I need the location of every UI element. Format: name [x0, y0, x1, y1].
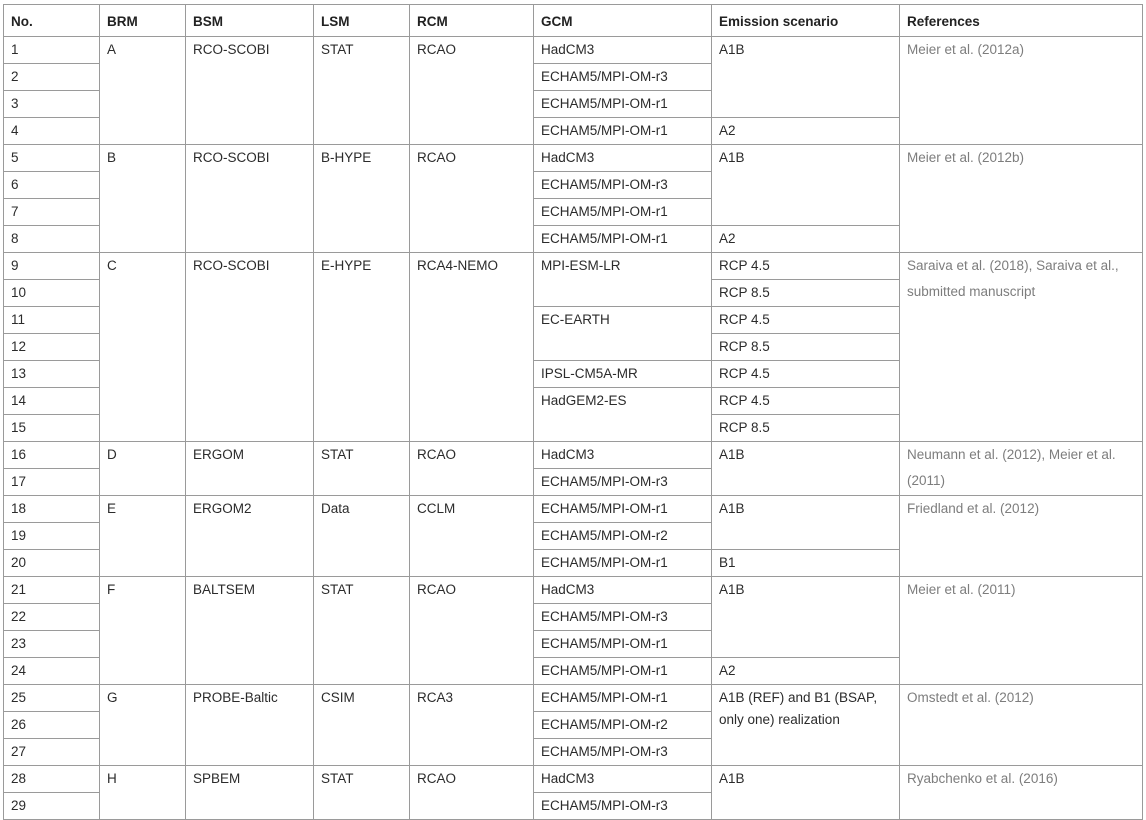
- cell-gcm: ECHAM5/MPI-OM-r3: [534, 604, 712, 631]
- header-row: [4, 5, 1143, 37]
- table-row: [4, 685, 1143, 712]
- model-table: [3, 4, 1143, 820]
- cell-no: 8: [4, 226, 100, 253]
- table-row: [4, 577, 1143, 604]
- cell-emission: A1B: [712, 766, 900, 820]
- cell-rcm: RCA3: [410, 685, 534, 766]
- cell-gcm: ECHAM5/MPI-OM-r3: [534, 469, 712, 496]
- cell-no: 16: [4, 442, 100, 469]
- cell-gcm: HadCM3: [534, 577, 712, 604]
- cell-lsm: STAT: [314, 442, 410, 496]
- cell-gcm: ECHAM5/MPI-OM-r1: [534, 199, 712, 226]
- cell-emission: A2: [712, 658, 900, 685]
- cell-no: 28: [4, 766, 100, 793]
- cell-brm: D: [100, 442, 186, 496]
- cell-rcm: RCAO: [410, 145, 534, 253]
- header-no: No.: [4, 5, 100, 37]
- cell-no: 22: [4, 604, 100, 631]
- table-row: [4, 496, 1143, 523]
- cell-emission: A1B: [712, 577, 900, 658]
- cell-lsm: STAT: [314, 577, 410, 685]
- cell-emission: RCP 4.5: [712, 361, 900, 388]
- cell-emission: RCP 8.5: [712, 415, 900, 442]
- cell-brm: B: [100, 145, 186, 253]
- cell-bsm: RCO-SCOBI: [186, 145, 314, 253]
- cell-gcm: ECHAM5/MPI-OM-r3: [534, 64, 712, 91]
- table-body: [4, 37, 1143, 820]
- cell-no: 24: [4, 658, 100, 685]
- cell-bsm: ERGOM: [186, 442, 314, 496]
- cell-references: Meier et al. (2011): [900, 577, 1143, 685]
- cell-gcm: EC-EARTH: [534, 307, 712, 361]
- table-header: [4, 5, 1143, 37]
- table-row: [4, 253, 1143, 280]
- table-row: [4, 37, 1143, 64]
- cell-gcm: ECHAM5/MPI-OM-r1: [534, 550, 712, 577]
- cell-gcm: ECHAM5/MPI-OM-r1: [534, 685, 712, 712]
- header-references: References: [900, 5, 1143, 37]
- cell-brm: G: [100, 685, 186, 766]
- cell-gcm: IPSL-CM5A-MR: [534, 361, 712, 388]
- cell-bsm: SPBEM: [186, 766, 314, 820]
- cell-no: 9: [4, 253, 100, 280]
- cell-rcm: RCA4-NEMO: [410, 253, 534, 442]
- cell-emission: A2: [712, 226, 900, 253]
- header-bsm: BSM: [186, 5, 314, 37]
- cell-no: 26: [4, 712, 100, 739]
- header-rcm: RCM: [410, 5, 534, 37]
- table-row: [4, 442, 1143, 469]
- cell-no: 23: [4, 631, 100, 658]
- cell-rcm: CCLM: [410, 496, 534, 577]
- cell-gcm: ECHAM5/MPI-OM-r1: [534, 226, 712, 253]
- cell-no: 10: [4, 280, 100, 307]
- cell-no: 5: [4, 145, 100, 172]
- cell-lsm: E-HYPE: [314, 253, 410, 442]
- cell-no: 25: [4, 685, 100, 712]
- cell-emission: A1B: [712, 442, 900, 496]
- cell-no: 14: [4, 388, 100, 415]
- cell-bsm: RCO-SCOBI: [186, 253, 314, 442]
- cell-brm: F: [100, 577, 186, 685]
- table-row: [4, 145, 1143, 172]
- cell-rcm: RCAO: [410, 442, 534, 496]
- cell-references: Ryabchenko et al. (2016): [900, 766, 1143, 820]
- cell-references: Meier et al. (2012a): [900, 37, 1143, 145]
- cell-gcm: HadCM3: [534, 37, 712, 64]
- cell-gcm: ECHAM5/MPI-OM-r2: [534, 523, 712, 550]
- cell-bsm: ERGOM2: [186, 496, 314, 577]
- cell-no: 12: [4, 334, 100, 361]
- cell-references: Friedland et al. (2012): [900, 496, 1143, 577]
- cell-references: Meier et al. (2012b): [900, 145, 1143, 253]
- cell-no: 19: [4, 523, 100, 550]
- cell-no: 3: [4, 91, 100, 118]
- cell-emission: A1B (REF) and B1 (BSAP, only one) realization: [712, 685, 900, 766]
- cell-rcm: RCAO: [410, 37, 534, 145]
- cell-lsm: B-HYPE: [314, 145, 410, 253]
- cell-no: 7: [4, 199, 100, 226]
- cell-gcm: HadGEM2-ES: [534, 388, 712, 442]
- cell-bsm: RCO-SCOBI: [186, 37, 314, 145]
- cell-no: 17: [4, 469, 100, 496]
- cell-brm: E: [100, 496, 186, 577]
- cell-gcm: ECHAM5/MPI-OM-r1: [534, 631, 712, 658]
- cell-brm: C: [100, 253, 186, 442]
- cell-no: 4: [4, 118, 100, 145]
- cell-emission: RCP 4.5: [712, 307, 900, 334]
- cell-emission: RCP 8.5: [712, 334, 900, 361]
- cell-lsm: Data: [314, 496, 410, 577]
- cell-no: 29: [4, 793, 100, 820]
- cell-gcm: ECHAM5/MPI-OM-r3: [534, 739, 712, 766]
- cell-no: 6: [4, 172, 100, 199]
- cell-brm: A: [100, 37, 186, 145]
- cell-bsm: BALTSEM: [186, 577, 314, 685]
- cell-no: 13: [4, 361, 100, 388]
- cell-emission: RCP 8.5: [712, 280, 900, 307]
- cell-no: 1: [4, 37, 100, 64]
- cell-references: Saraiva et al. (2018), Saraiva et al., submitted manuscript: [900, 253, 1143, 442]
- cell-references: Neumann et al. (2012), Meier et al. (2011): [900, 442, 1143, 496]
- cell-gcm: MPI-ESM-LR: [534, 253, 712, 307]
- header-lsm: LSM: [314, 5, 410, 37]
- cell-emission: RCP 4.5: [712, 388, 900, 415]
- cell-emission: A2: [712, 118, 900, 145]
- header-brm: BRM: [100, 5, 186, 37]
- cell-rcm: RCAO: [410, 766, 534, 820]
- cell-gcm: ECHAM5/MPI-OM-r3: [534, 172, 712, 199]
- cell-gcm: ECHAM5/MPI-OM-r1: [534, 496, 712, 523]
- cell-no: 2: [4, 64, 100, 91]
- cell-no: 11: [4, 307, 100, 334]
- cell-gcm: ECHAM5/MPI-OM-r1: [534, 658, 712, 685]
- cell-emission: A1B: [712, 37, 900, 118]
- cell-gcm: ECHAM5/MPI-OM-r1: [534, 91, 712, 118]
- table-row: [4, 766, 1143, 793]
- header-gcm: GCM: [534, 5, 712, 37]
- header-emission-scenario: Emission scenario: [712, 5, 900, 37]
- cell-gcm: HadCM3: [534, 766, 712, 793]
- cell-rcm: RCAO: [410, 577, 534, 685]
- cell-emission: B1: [712, 550, 900, 577]
- cell-references: Omstedt et al. (2012): [900, 685, 1143, 766]
- cell-emission: A1B: [712, 145, 900, 226]
- cell-no: 27: [4, 739, 100, 766]
- cell-lsm: STAT: [314, 766, 410, 820]
- cell-brm: H: [100, 766, 186, 820]
- cell-lsm: STAT: [314, 37, 410, 145]
- cell-no: 18: [4, 496, 100, 523]
- cell-gcm: HadCM3: [534, 442, 712, 469]
- cell-gcm: ECHAM5/MPI-OM-r2: [534, 712, 712, 739]
- cell-no: 20: [4, 550, 100, 577]
- cell-gcm: ECHAM5/MPI-OM-r3: [534, 793, 712, 820]
- cell-emission: RCP 4.5: [712, 253, 900, 280]
- cell-no: 15: [4, 415, 100, 442]
- cell-lsm: CSIM: [314, 685, 410, 766]
- cell-gcm: ECHAM5/MPI-OM-r1: [534, 118, 712, 145]
- cell-no: 21: [4, 577, 100, 604]
- cell-emission: A1B: [712, 496, 900, 550]
- cell-bsm: PROBE-Baltic: [186, 685, 314, 766]
- cell-gcm: HadCM3: [534, 145, 712, 172]
